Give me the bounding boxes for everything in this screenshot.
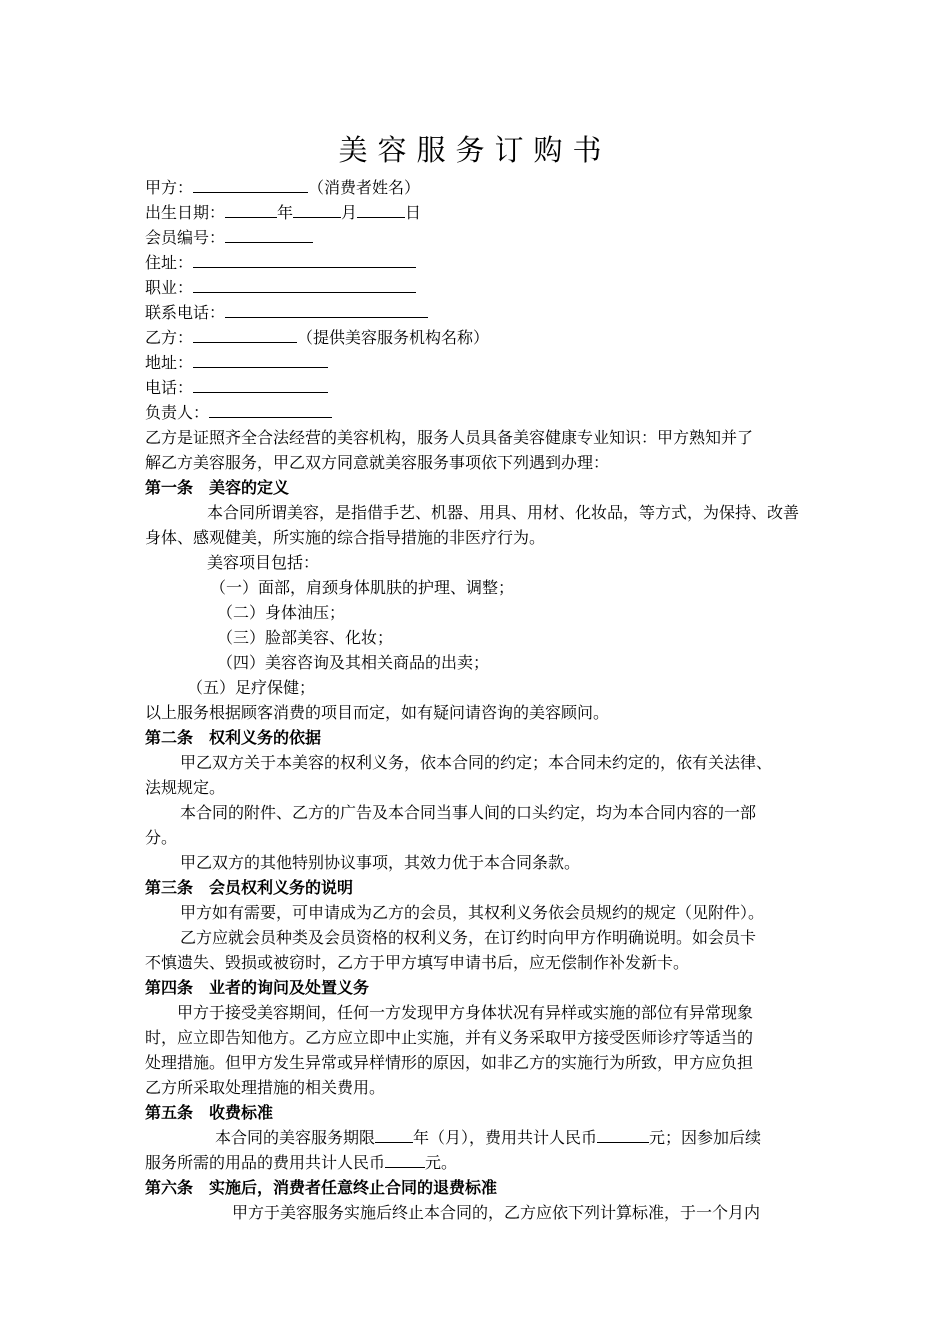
year-label: 年 — [277, 203, 294, 222]
member-no-label: 会员编号： — [145, 228, 226, 247]
article-1-note: 以上服务根据顾客消费的项目而定，如有疑问请咨询的美容顾问。 — [145, 703, 610, 722]
article-4-text: 甲方于接受美容期间，任何一方发现甲方身体状况有异样或实施的部位有异常现象 — [177, 1003, 754, 1022]
birth-month-field[interactable] — [293, 201, 341, 218]
article-1-item: （五）足疗保健； — [187, 678, 316, 697]
manager-field[interactable] — [209, 401, 332, 418]
article-3-text: 不慎遗失、毁损或被窃时，乙方于甲方填写申请书后，应无偿制作补发新卡。 — [145, 953, 690, 972]
address-label: 住址： — [145, 253, 194, 272]
article-5-heading: 第五条 收费标准 — [145, 1103, 274, 1122]
address-field[interactable] — [193, 251, 416, 268]
document-title: 美容服务订购书 — [338, 133, 612, 167]
manager-line — [145, 400, 810, 425]
article-1-item: （二）身体油压； — [217, 603, 346, 622]
article-5-text — [215, 1125, 810, 1150]
article-4-text: 处理措施。但甲方发生异常或异样情形的原因，如非乙方的实施行为所致，甲方应负担 — [145, 1053, 754, 1072]
article-3-text: 乙方应就会员种类及会员资格的权利义务，在订约时向甲方作明确说明。如会员卡 — [180, 928, 757, 947]
job-line — [145, 275, 810, 300]
article-4-text: 乙方所采取处理措施的相关费用。 — [145, 1078, 386, 1097]
birth-label: 出生日期： — [145, 203, 226, 222]
intro-text: 解乙方美容服务，甲乙双方同意就美容服务事项依下列遇到办理： — [145, 453, 610, 472]
article-5-yuan-label: 元。 — [425, 1153, 458, 1172]
birth-year-field[interactable] — [225, 201, 277, 218]
birth-day-field[interactable] — [357, 201, 405, 218]
phone-line — [145, 300, 810, 325]
b-address-field[interactable] — [193, 351, 328, 368]
article-3-text: 甲方如有需要，可申请成为乙方的会员，其权利义务依会员规约的规定（见附件）。 — [180, 903, 765, 922]
article-1-item: （三）脸部美容、化妆； — [217, 628, 394, 647]
article-5-supplies-label: 服务所需的用品的费用共计人民币 — [145, 1153, 386, 1172]
article-6-text: 甲方于美容服务实施后终止本合同的，乙方应依下列计算标准，于一个月内 — [232, 1203, 761, 1222]
party-b-line — [145, 325, 810, 350]
phone-field[interactable] — [225, 301, 428, 318]
job-field[interactable] — [193, 276, 416, 293]
party-a-note: （消费者姓名） — [308, 178, 421, 197]
party-b-note: （提供美容服务机构名称） — [297, 328, 490, 347]
b-phone-label: 电话： — [145, 378, 194, 397]
b-phone-field[interactable] — [193, 376, 328, 393]
member-no-line — [145, 225, 810, 250]
article-5-text — [145, 1150, 810, 1175]
article-5-term-label: 本合同的美容服务期限 — [215, 1128, 376, 1147]
manager-label: 负责人： — [145, 403, 210, 422]
party-b-label: 乙方： — [145, 328, 194, 347]
article-1-item: （一）面部，肩颈身体肌肤的护理、调整； — [210, 578, 515, 597]
party-a-line — [145, 175, 810, 200]
member-no-field[interactable] — [225, 226, 313, 243]
party-a-name-field[interactable] — [193, 176, 308, 193]
intro-text: 乙方是证照齐全合法经营的美容机构，服务人员具备美容健康专业知识：甲方熟知并了 — [145, 428, 754, 447]
job-label: 职业： — [145, 278, 194, 297]
service-term-field[interactable] — [375, 1126, 413, 1143]
total-fee-field[interactable] — [597, 1126, 649, 1143]
article-5-followup-label: 元；因参加后续 — [649, 1128, 762, 1147]
party-a-label: 甲方： — [145, 178, 194, 197]
birth-date-line — [145, 200, 810, 225]
article-6-heading: 第六条 实施后，消费者任意终止合同的退费标准 — [145, 1178, 498, 1197]
b-phone-line — [145, 375, 810, 400]
article-2-text: 分。 — [145, 828, 178, 847]
article-5-fee-label: 年（月），费用共计人民币 — [413, 1128, 598, 1147]
article-2-text: 法规规定。 — [145, 778, 226, 797]
article-2-text: 本合同的附件、乙方的广告及本合同当事人间的口头约定，均为本合同内容的一部 — [180, 803, 757, 822]
article-1-heading: 第一条 美容的定义 — [145, 478, 290, 497]
article-1-item: （四）美容咨询及其相关商品的出卖； — [217, 653, 490, 672]
article-1-items-intro: 美容项目包括： — [207, 553, 320, 572]
article-4-heading: 第四条 业者的询问及处置义务 — [145, 978, 370, 997]
article-1-text: 身体、感观健美，所实施的综合指导措施的非医疗行为。 — [145, 528, 546, 547]
phone-label: 联系电话： — [145, 303, 226, 322]
article-2-text: 甲乙双方关于本美容的权利义务，依本合同的约定；本合同未约定的，依有关法律、 — [180, 753, 773, 772]
supplies-fee-field[interactable] — [385, 1151, 425, 1168]
article-2-heading: 第二条 权利义务的依据 — [145, 728, 322, 747]
article-4-text: 时，应立即告知他方。乙方应立即中止实施，并有义务采取甲方接受医师诊疗等适当的 — [145, 1028, 754, 1047]
article-3-heading: 第三条 会员权利义务的说明 — [145, 878, 354, 897]
article-1-text: 本合同所谓美容，是指借手艺、机器、用具、用材、化妆品，等方式，为保持、改善 — [207, 503, 800, 522]
b-address-line — [145, 350, 810, 375]
party-b-name-field[interactable] — [193, 326, 297, 343]
article-2-text: 甲乙双方的其他特别协议事项，其效力优于本合同条款。 — [180, 853, 581, 872]
month-label: 月 — [341, 203, 358, 222]
address-line — [145, 250, 810, 275]
b-address-label: 地址： — [145, 353, 194, 372]
day-label: 日 — [405, 203, 422, 222]
